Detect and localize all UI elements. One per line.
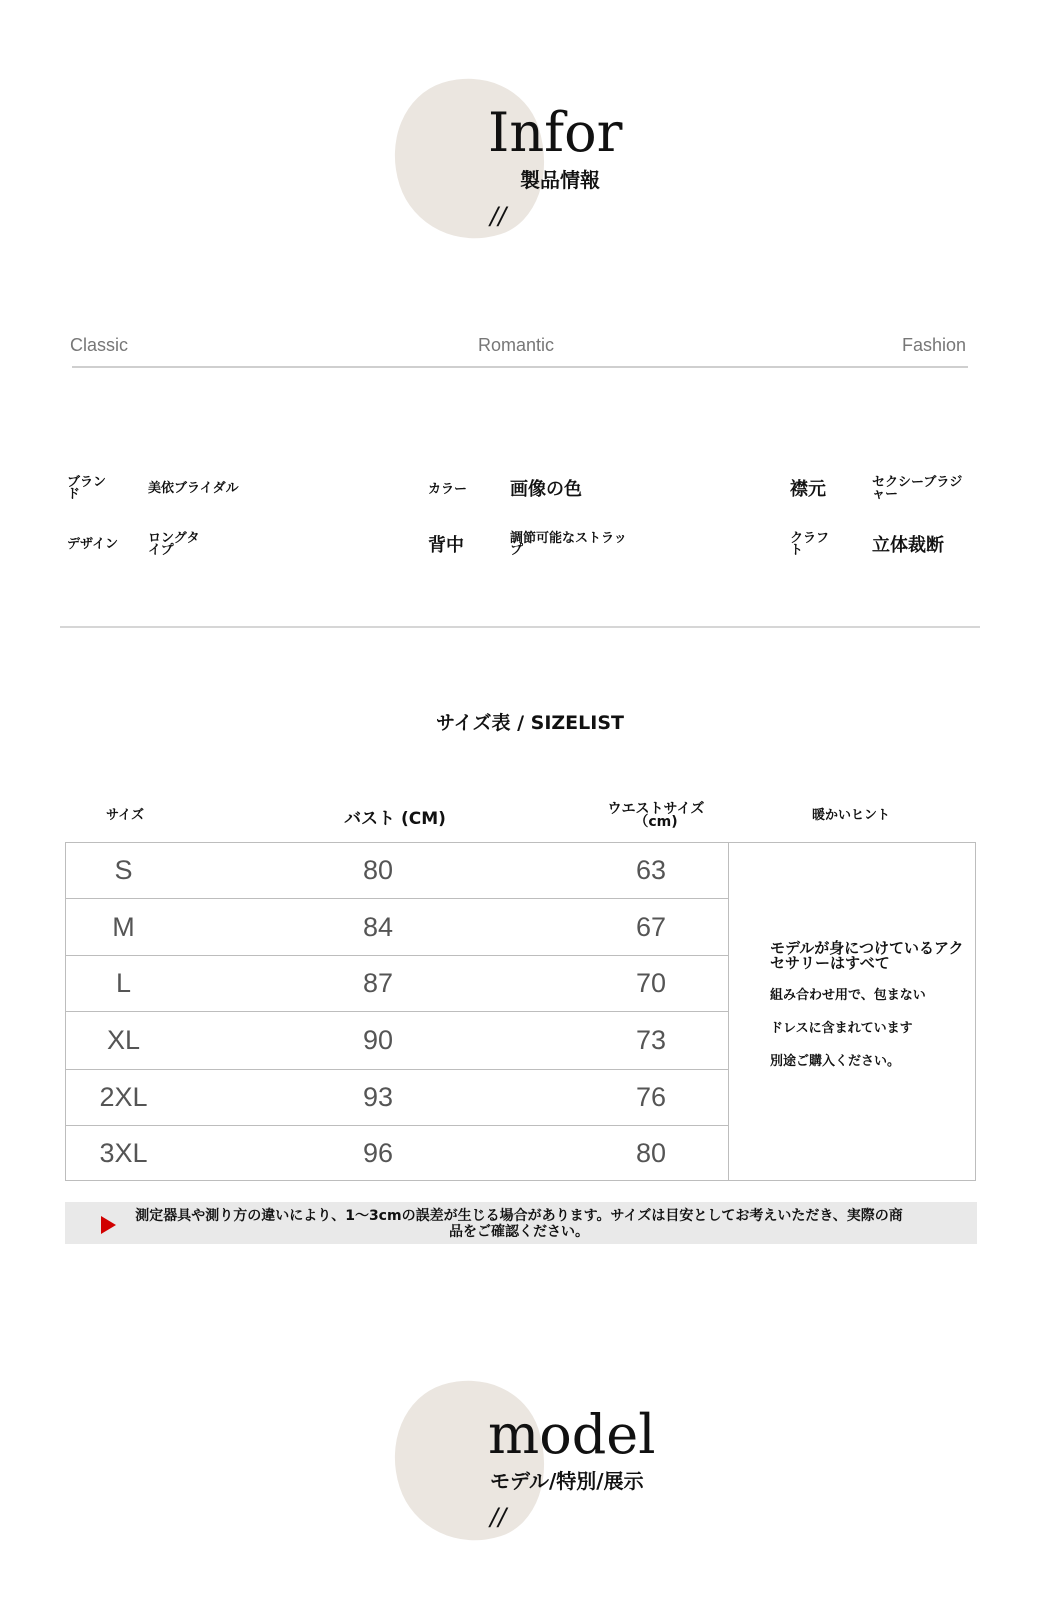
table-row — [66, 1126, 728, 1180]
size-table — [65, 842, 976, 1181]
bust-cell: 80 — [362, 855, 394, 885]
size-cell: M — [112, 911, 135, 942]
brand-label: ブランド — [67, 475, 107, 502]
notice-text: 測定器具や測り方の違いにより、1～3cmの誤差が生じる場合があります。サイズは目安としてお考えいただき、実際の商品をご確認ください。 — [135, 1208, 903, 1240]
slash-mark: // — [490, 1503, 507, 1531]
bust-cell: 90 — [362, 1025, 394, 1055]
size-cell: S — [114, 855, 133, 885]
hint-line: 組み合わせ用で、包まない — [770, 988, 926, 1003]
column-separator — [728, 843, 729, 1180]
size-list-title: サイズ表 / SIZELIST — [436, 712, 624, 734]
header-size: サイズ — [106, 808, 144, 823]
back-label: 背中 — [428, 535, 464, 556]
slash-mark: // — [490, 202, 507, 230]
hint-text — [770, 941, 970, 1069]
section-title-model: model — [488, 1403, 656, 1466]
table-row — [66, 899, 728, 956]
section-subtitle-infor: 製品情報 — [520, 168, 600, 192]
header-hint: 暖かいヒント — [811, 808, 890, 823]
waist-cell: 70 — [635, 968, 667, 998]
header-bust: バスト (CM) — [344, 809, 446, 829]
brand-value: 美依ブライダル — [148, 481, 239, 496]
size-cell: 3XL — [99, 1137, 148, 1168]
header-waist: ウエストサイズ（cm) — [607, 801, 705, 830]
bust-cell: 96 — [362, 1137, 394, 1168]
size-cell: 2XL — [99, 1082, 148, 1112]
size-cell: L — [115, 968, 132, 998]
color-label: カラー — [428, 482, 468, 497]
tagline-classic: Classic — [70, 335, 129, 355]
collar-value: セクシーブラジャー — [872, 475, 963, 502]
back-value: 調節可能なストラップ — [510, 531, 627, 558]
craft-label: クラフト — [790, 531, 830, 558]
waist-cell: 63 — [635, 855, 667, 885]
waist-cell: 73 — [635, 1025, 667, 1055]
hint-line: ドレスに含まれています — [770, 1021, 913, 1036]
table-row — [66, 1070, 728, 1126]
play-arrow-icon — [101, 1216, 116, 1234]
collar-label: 襟元 — [790, 479, 826, 500]
section-divider — [60, 626, 980, 628]
section-subtitle-model: モデル/特別/展示 — [490, 1469, 644, 1493]
tagline-divider — [72, 366, 968, 368]
color-value: 画像の色 — [510, 479, 582, 500]
hint-line: 別途ご購入ください。 — [770, 1054, 901, 1069]
design-label: デザイン — [67, 537, 119, 552]
measurement-notice — [65, 1202, 977, 1244]
tagline-romantic: Romantic — [478, 335, 555, 355]
craft-value: 立体裁断 — [872, 535, 944, 556]
size-cell: XL — [106, 1025, 141, 1055]
table-row — [66, 843, 728, 899]
bust-cell: 84 — [362, 911, 394, 942]
tagline-fashion: Fashion — [902, 335, 967, 355]
hint-line: モデルが身につけているアクセサリーはすべて — [770, 939, 964, 972]
table-row — [66, 956, 728, 1012]
waist-cell: 67 — [635, 911, 667, 942]
table-row — [66, 1012, 728, 1070]
bust-cell: 87 — [362, 968, 394, 998]
section-title-infor: Infor — [488, 101, 623, 164]
waist-cell: 80 — [635, 1137, 667, 1168]
design-value: ロングタイプ — [148, 531, 200, 558]
bust-cell: 93 — [362, 1082, 394, 1112]
waist-cell: 76 — [635, 1082, 667, 1112]
